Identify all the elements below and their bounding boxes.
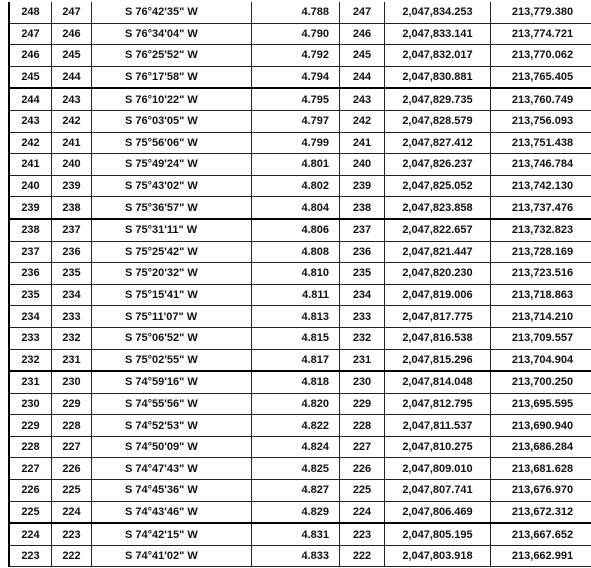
next-station-cell: 231	[52, 349, 92, 371]
station-cell: 226	[9, 480, 52, 502]
next-station-cell: 239	[52, 175, 92, 197]
distance-cell: 4.825	[252, 458, 340, 480]
easting-cell: 213,690.940	[491, 415, 591, 437]
next-station-cell: 223	[52, 523, 92, 545]
table-row	[9, 545, 591, 567]
next-station-cell: 230	[52, 371, 92, 393]
vertex-cell: 235	[340, 263, 385, 285]
table-row	[9, 306, 591, 328]
vertex-cell: 240	[340, 154, 385, 176]
table-row	[9, 197, 591, 219]
distance-cell: 4.810	[252, 263, 340, 285]
bearing-cell: S 75°25'42" W	[92, 241, 252, 263]
table-row	[9, 219, 591, 241]
northing-cell: 2,047,816.538	[385, 327, 491, 349]
vertex-cell: 227	[340, 436, 385, 458]
table-row	[9, 88, 591, 110]
next-station-cell: 232	[52, 327, 92, 349]
next-station-cell: 225	[52, 480, 92, 502]
vertex-cell: 238	[340, 197, 385, 219]
bearing-cell: S 75°43'02" W	[92, 175, 252, 197]
vertex-cell: 231	[340, 349, 385, 371]
easting-cell: 213,709.557	[491, 327, 591, 349]
next-station-cell: 236	[52, 241, 92, 263]
easting-cell: 213,737.476	[491, 197, 591, 219]
easting-cell: 213,774.721	[491, 23, 591, 45]
distance-cell: 4.792	[252, 45, 340, 67]
northing-cell: 2,047,832.017	[385, 45, 491, 67]
station-cell: 230	[9, 393, 52, 415]
station-cell: 248	[9, 2, 52, 23]
bearing-cell: S 75°36'57" W	[92, 197, 252, 219]
bearing-cell: S 75°02'55" W	[92, 349, 252, 371]
table-row	[9, 66, 591, 88]
bearing-cell: S 75°11'07" W	[92, 306, 252, 328]
distance-cell: 4.827	[252, 480, 340, 502]
table-row	[9, 110, 591, 132]
bearing-cell: S 76°10'22" W	[92, 88, 252, 110]
northing-cell: 2,047,825.052	[385, 175, 491, 197]
distance-cell: 4.804	[252, 197, 340, 219]
station-cell: 233	[9, 327, 52, 349]
distance-cell: 4.831	[252, 523, 340, 545]
vertex-cell: 232	[340, 327, 385, 349]
vertex-cell: 234	[340, 284, 385, 306]
vertex-cell: 244	[340, 66, 385, 88]
station-cell: 237	[9, 241, 52, 263]
easting-cell: 213,681.628	[491, 458, 591, 480]
distance-cell: 4.802	[252, 175, 340, 197]
bearing-cell: S 74°41'02" W	[92, 545, 252, 567]
northing-cell: 2,047,805.195	[385, 523, 491, 545]
bearing-cell: S 76°42'35" W	[92, 2, 252, 23]
distance-cell: 4.808	[252, 241, 340, 263]
next-station-cell: 229	[52, 393, 92, 415]
distance-cell: 4.833	[252, 545, 340, 567]
station-cell: 242	[9, 132, 52, 154]
table-row	[9, 263, 591, 285]
next-station-cell: 222	[52, 545, 92, 567]
distance-cell: 4.795	[252, 88, 340, 110]
northing-cell: 2,047,830.881	[385, 66, 491, 88]
station-cell: 244	[9, 88, 52, 110]
northing-cell: 2,047,823.858	[385, 197, 491, 219]
easting-cell: 213,751.438	[491, 132, 591, 154]
next-station-cell: 247	[52, 2, 92, 23]
northing-cell: 2,047,821.447	[385, 241, 491, 263]
easting-cell: 213,746.784	[491, 154, 591, 176]
vertex-cell: 247	[340, 2, 385, 23]
bearing-cell: S 74°42'15" W	[92, 523, 252, 545]
easting-cell: 213,723.516	[491, 263, 591, 285]
easting-cell: 213,667.652	[491, 523, 591, 545]
station-cell: 228	[9, 436, 52, 458]
next-station-cell: 233	[52, 306, 92, 328]
table-row	[9, 523, 591, 545]
bearing-cell: S 74°45'36" W	[92, 480, 252, 502]
northing-cell: 2,047,815.296	[385, 349, 491, 371]
vertex-cell: 239	[340, 175, 385, 197]
bearing-cell: S 74°59'16" W	[92, 371, 252, 393]
easting-cell: 213,714.210	[491, 306, 591, 328]
bearing-cell: S 76°03'05" W	[92, 110, 252, 132]
station-cell: 227	[9, 458, 52, 480]
vertex-cell: 224	[340, 501, 385, 523]
bearing-cell: S 74°50'09" W	[92, 436, 252, 458]
vertex-cell: 222	[340, 545, 385, 567]
next-station-cell: 242	[52, 110, 92, 132]
next-station-cell: 237	[52, 219, 92, 241]
vertex-cell: 243	[340, 88, 385, 110]
table-body	[9, 2, 591, 567]
easting-cell: 213,742.130	[491, 175, 591, 197]
next-station-cell: 240	[52, 154, 92, 176]
northing-cell: 2,047,834.253	[385, 2, 491, 23]
vertex-cell: 246	[340, 23, 385, 45]
vertex-cell: 237	[340, 219, 385, 241]
next-station-cell: 244	[52, 66, 92, 88]
bearing-cell: S 75°20'32" W	[92, 263, 252, 285]
distance-cell: 4.806	[252, 219, 340, 241]
station-cell: 224	[9, 523, 52, 545]
bearing-cell: S 76°17'58" W	[92, 66, 252, 88]
station-cell: 229	[9, 415, 52, 437]
easting-cell: 213,700.250	[491, 371, 591, 393]
easting-cell: 213,779.380	[491, 2, 591, 23]
table-row	[9, 241, 591, 263]
table-row	[9, 480, 591, 502]
distance-cell: 4.829	[252, 501, 340, 523]
easting-cell: 213,732.823	[491, 219, 591, 241]
table-row	[9, 23, 591, 45]
station-cell: 235	[9, 284, 52, 306]
northing-cell: 2,047,829.735	[385, 88, 491, 110]
station-cell: 223	[9, 545, 52, 567]
station-cell: 238	[9, 219, 52, 241]
vertex-cell: 229	[340, 393, 385, 415]
station-cell: 232	[9, 349, 52, 371]
next-station-cell: 246	[52, 23, 92, 45]
northing-cell: 2,047,803.918	[385, 545, 491, 567]
distance-cell: 4.790	[252, 23, 340, 45]
distance-cell: 4.822	[252, 415, 340, 437]
easting-cell: 213,662.991	[491, 545, 591, 567]
station-cell: 245	[9, 66, 52, 88]
bearing-cell: S 76°34'04" W	[92, 23, 252, 45]
vertex-cell: 242	[340, 110, 385, 132]
vertex-cell: 223	[340, 523, 385, 545]
vertex-cell: 241	[340, 132, 385, 154]
northing-cell: 2,047,814.048	[385, 371, 491, 393]
northing-cell: 2,047,819.006	[385, 284, 491, 306]
easting-cell: 213,728.169	[491, 241, 591, 263]
next-station-cell: 224	[52, 501, 92, 523]
coordinate-table	[8, 2, 591, 567]
station-cell: 246	[9, 45, 52, 67]
northing-cell: 2,047,820.230	[385, 263, 491, 285]
station-cell: 240	[9, 175, 52, 197]
bearing-cell: S 75°31'11" W	[92, 219, 252, 241]
northing-cell: 2,047,812.795	[385, 393, 491, 415]
table-row	[9, 132, 591, 154]
bearing-cell: S 75°06'52" W	[92, 327, 252, 349]
northing-cell: 2,047,809.010	[385, 458, 491, 480]
northing-cell: 2,047,827.412	[385, 132, 491, 154]
station-cell: 239	[9, 197, 52, 219]
easting-cell: 213,676.970	[491, 480, 591, 502]
station-cell: 234	[9, 306, 52, 328]
station-cell: 236	[9, 263, 52, 285]
next-station-cell: 243	[52, 88, 92, 110]
distance-cell: 4.824	[252, 436, 340, 458]
northing-cell: 2,047,810.275	[385, 436, 491, 458]
table-row	[9, 501, 591, 523]
station-cell: 243	[9, 110, 52, 132]
distance-cell: 4.817	[252, 349, 340, 371]
easting-cell: 213,718.863	[491, 284, 591, 306]
northing-cell: 2,047,807.741	[385, 480, 491, 502]
vertex-cell: 245	[340, 45, 385, 67]
vertex-cell: 225	[340, 480, 385, 502]
bearing-cell: S 75°49'24" W	[92, 154, 252, 176]
vertex-cell: 236	[340, 241, 385, 263]
next-station-cell: 234	[52, 284, 92, 306]
table-row	[9, 371, 591, 393]
distance-cell: 4.801	[252, 154, 340, 176]
northing-cell: 2,047,822.657	[385, 219, 491, 241]
vertex-cell: 233	[340, 306, 385, 328]
table-row	[9, 393, 591, 415]
table-row	[9, 175, 591, 197]
bearing-cell: S 75°56'06" W	[92, 132, 252, 154]
table-row	[9, 284, 591, 306]
vertex-cell: 226	[340, 458, 385, 480]
next-station-cell: 235	[52, 263, 92, 285]
distance-cell: 4.799	[252, 132, 340, 154]
bearing-cell: S 75°15'41" W	[92, 284, 252, 306]
station-cell: 247	[9, 23, 52, 45]
table-row	[9, 45, 591, 67]
northing-cell: 2,047,833.141	[385, 23, 491, 45]
table-row	[9, 349, 591, 371]
distance-cell: 4.811	[252, 284, 340, 306]
northing-cell: 2,047,826.237	[385, 154, 491, 176]
easting-cell: 213,765.405	[491, 66, 591, 88]
table-row	[9, 154, 591, 176]
easting-cell: 213,770.062	[491, 45, 591, 67]
bearing-cell: S 74°52'53" W	[92, 415, 252, 437]
vertex-cell: 230	[340, 371, 385, 393]
table-row	[9, 327, 591, 349]
station-cell: 231	[9, 371, 52, 393]
next-station-cell: 226	[52, 458, 92, 480]
table-row	[9, 458, 591, 480]
northing-cell: 2,047,828.579	[385, 110, 491, 132]
next-station-cell: 228	[52, 415, 92, 437]
easting-cell: 213,756.093	[491, 110, 591, 132]
easting-cell: 213,686.284	[491, 436, 591, 458]
northing-cell: 2,047,817.775	[385, 306, 491, 328]
bearing-cell: S 74°55'56" W	[92, 393, 252, 415]
distance-cell: 4.794	[252, 66, 340, 88]
easting-cell: 213,672.312	[491, 501, 591, 523]
easting-cell: 213,760.749	[491, 88, 591, 110]
table-row	[9, 436, 591, 458]
distance-cell: 4.813	[252, 306, 340, 328]
table-row	[9, 2, 591, 23]
next-station-cell: 245	[52, 45, 92, 67]
next-station-cell: 227	[52, 436, 92, 458]
distance-cell: 4.820	[252, 393, 340, 415]
northing-cell: 2,047,806.469	[385, 501, 491, 523]
bearing-cell: S 76°25'52" W	[92, 45, 252, 67]
next-station-cell: 241	[52, 132, 92, 154]
bearing-cell: S 74°47'43" W	[92, 458, 252, 480]
table-row	[9, 415, 591, 437]
easting-cell: 213,704.904	[491, 349, 591, 371]
distance-cell: 4.815	[252, 327, 340, 349]
distance-cell: 4.818	[252, 371, 340, 393]
distance-cell: 4.797	[252, 110, 340, 132]
distance-cell: 4.788	[252, 2, 340, 23]
easting-cell: 213,695.595	[491, 393, 591, 415]
next-station-cell: 238	[52, 197, 92, 219]
bearing-cell: S 74°43'46" W	[92, 501, 252, 523]
station-cell: 241	[9, 154, 52, 176]
northing-cell: 2,047,811.537	[385, 415, 491, 437]
station-cell: 225	[9, 501, 52, 523]
vertex-cell: 228	[340, 415, 385, 437]
